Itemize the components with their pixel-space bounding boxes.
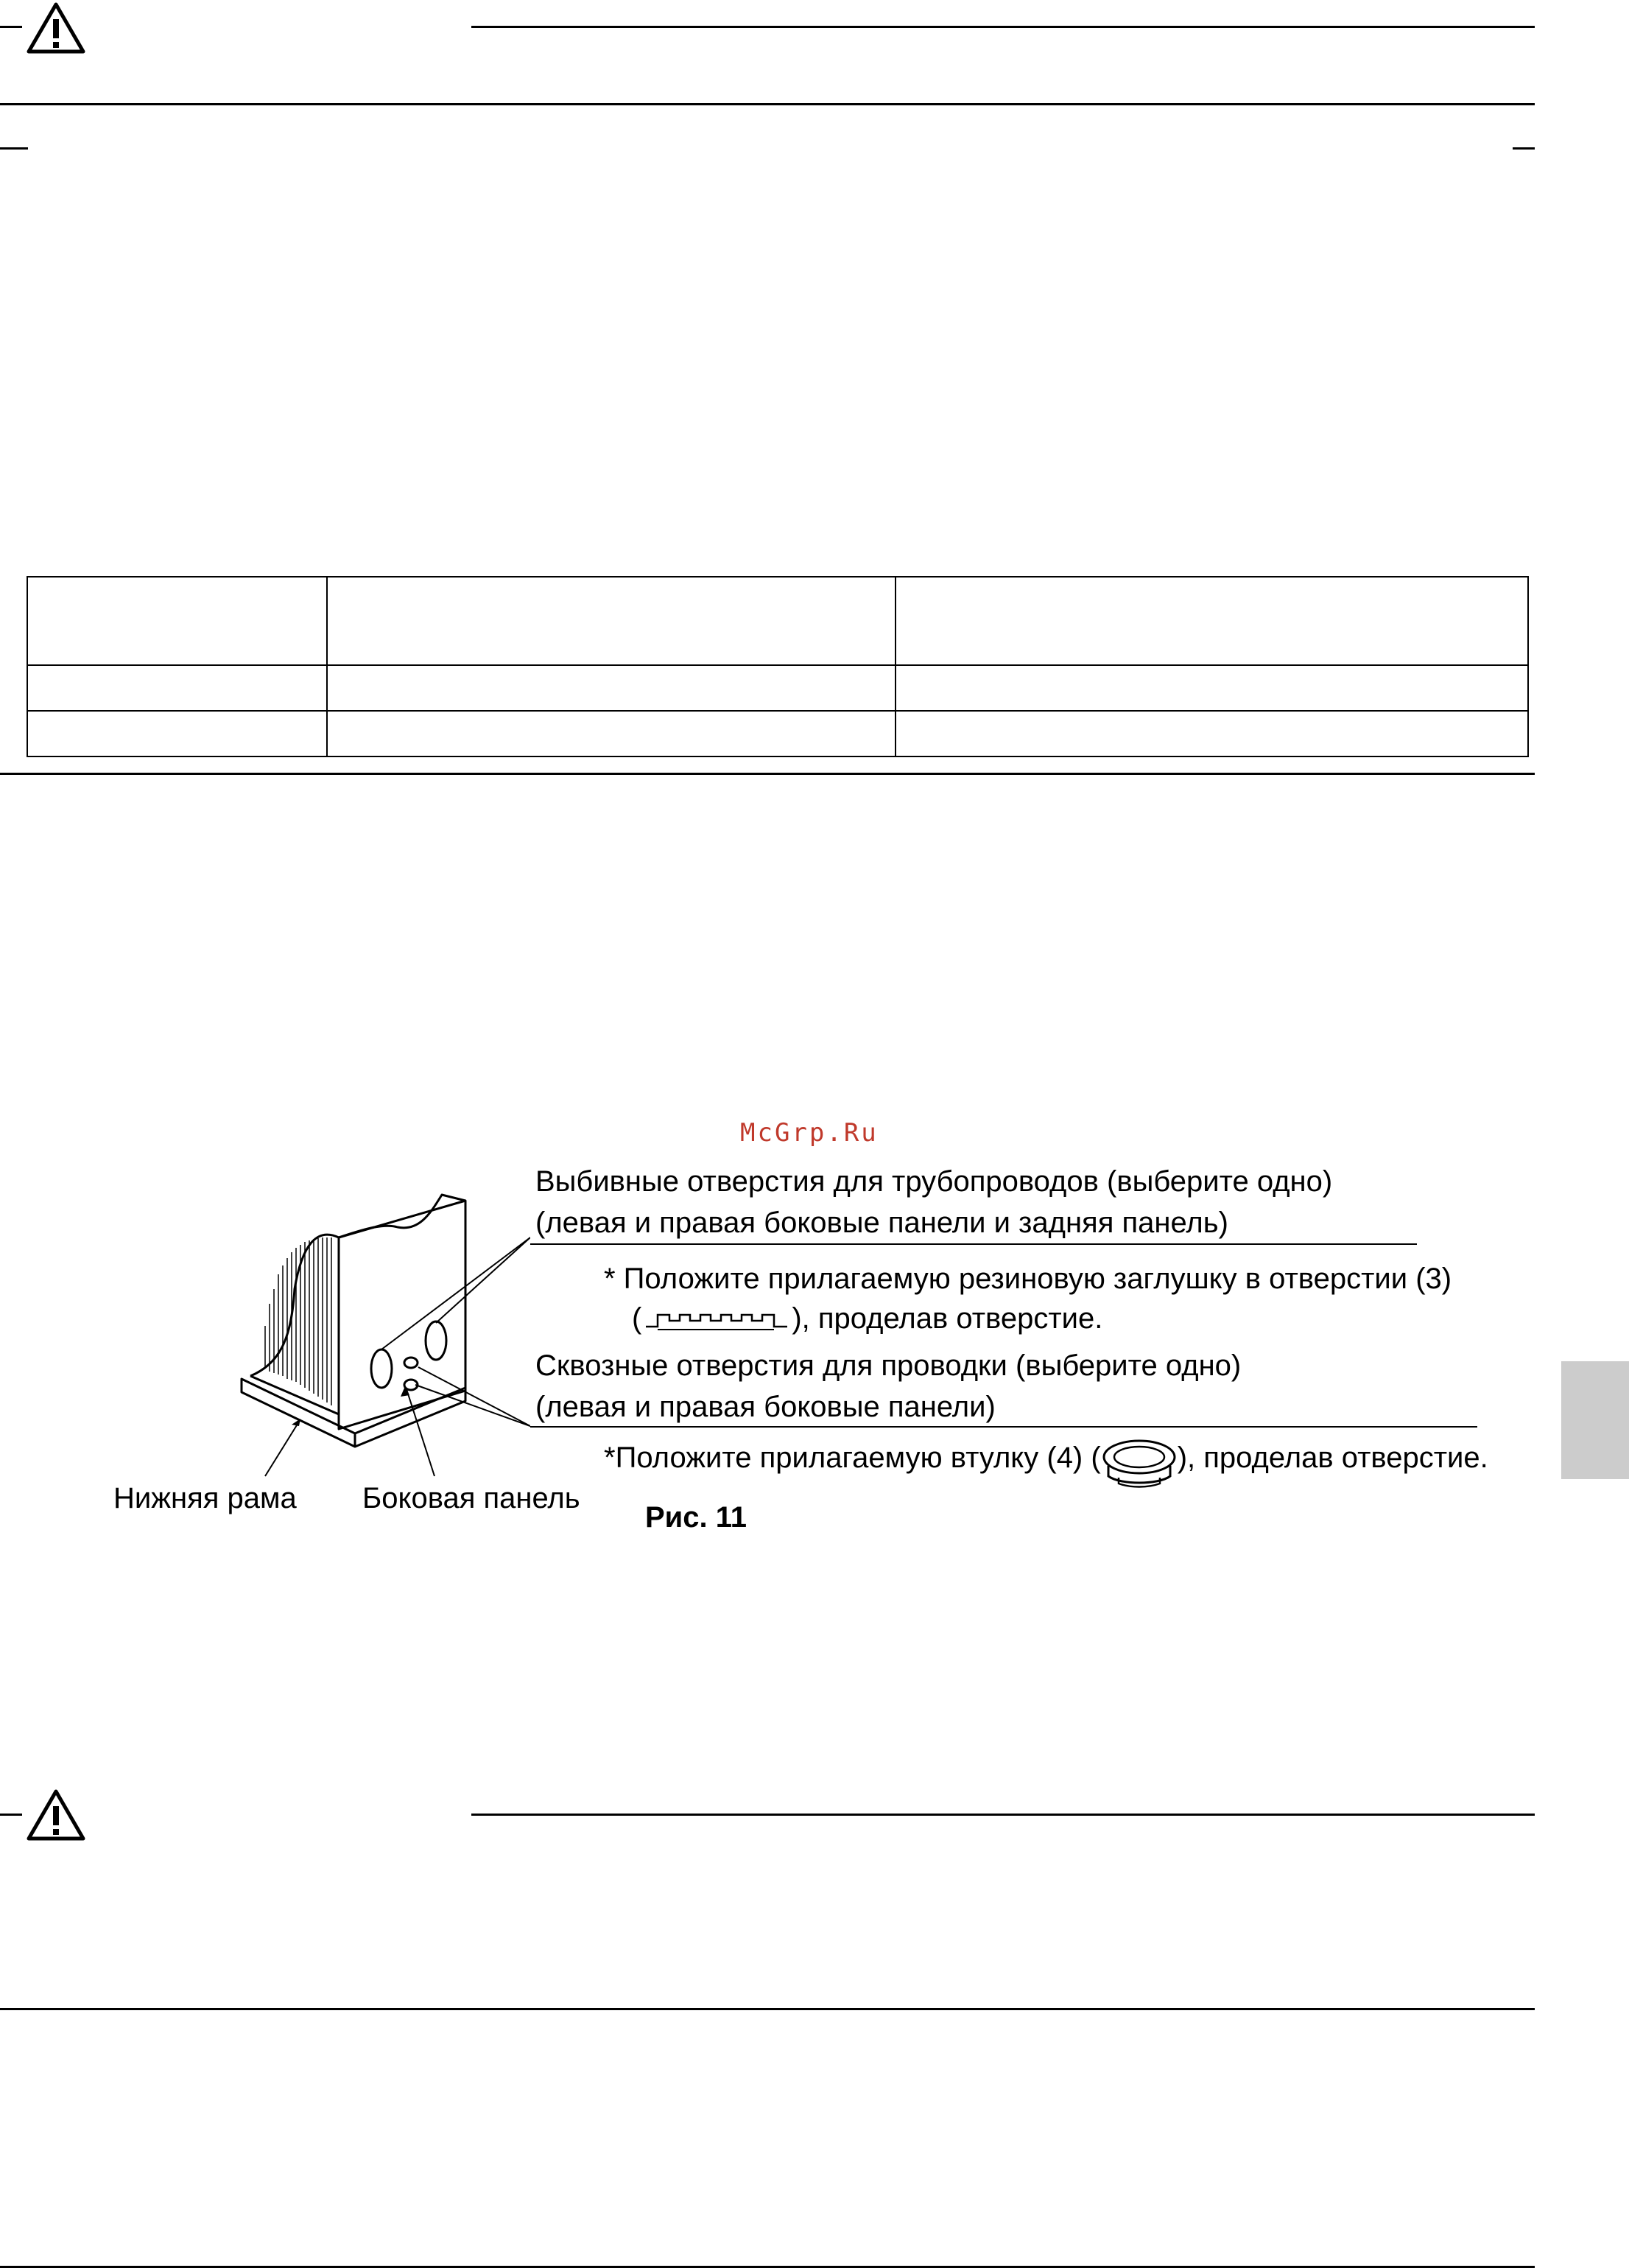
table-cell (27, 711, 327, 756)
bottom-frame (242, 1379, 465, 1447)
wiring-hole (404, 1358, 418, 1368)
warning-triangle-icon (26, 1788, 86, 1842)
callout-rule-wiring (530, 1426, 1477, 1428)
warning2-header-rule (471, 1814, 1535, 1816)
note-rubber-open: ( (632, 1302, 642, 1335)
outdoor-unit-illustration (221, 1179, 530, 1488)
rubber-plug-icon (644, 1303, 789, 1333)
chapter-side-tab (1561, 1361, 1629, 1479)
table-cell (896, 711, 1528, 756)
label-bottom-frame: Нижняя рама (113, 1482, 297, 1514)
table-row (27, 711, 1528, 756)
callout-wiring-line1: Сквозные отверстия для проводки (выберите одно) (535, 1349, 1242, 1382)
note-bushing-prefix: *Положите прилагаемую втулку (4) ( (604, 1442, 1101, 1474)
warning-left-tick (0, 26, 22, 28)
pipe-knockout-hole (371, 1349, 392, 1388)
table-cell (327, 577, 896, 665)
table-cell (327, 711, 896, 756)
warning2-left-tick (0, 1814, 22, 1816)
warning-header-rule (471, 26, 1535, 28)
note-rubber-plug-line2 (632, 1301, 1102, 1336)
callout-knockout-line1: Выбивные отверстия для трубопроводов (выберите одно) (535, 1165, 1333, 1198)
figure-caption: Рис. 11 (645, 1501, 747, 1534)
warning-bottom-rule (0, 103, 1535, 105)
table-cell (896, 577, 1528, 665)
table-bottom-rule (0, 773, 1535, 775)
note-rubber-plug-line1: * Положите прилагаемую резиновую заглушку в отверстии (3) (604, 1263, 1452, 1295)
pipe-knockout-hole (426, 1321, 446, 1360)
callout-wiring-line2: (левая и правая боковые панели) (535, 1391, 996, 1423)
warning-triangle-icon (26, 1, 86, 55)
section-left-tick (0, 147, 28, 150)
watermark: McGrp.Ru (740, 1118, 879, 1148)
table-cell (27, 665, 327, 711)
note-rubber-close: ), проделав отверстие. (792, 1302, 1103, 1335)
table-cell (327, 665, 896, 711)
spec-table (27, 576, 1529, 757)
bushing-icon (1101, 1436, 1178, 1488)
warning2-bottom-rule (0, 2008, 1535, 2010)
table-cell (896, 665, 1528, 711)
label-side-panel: Боковая панель (362, 1482, 580, 1514)
callout-knockout-line2: (левая и правая боковые панели и задняя панель) (535, 1207, 1228, 1239)
callout-rule-knockout (530, 1243, 1417, 1245)
note-bushing (604, 1436, 1488, 1488)
table-row (27, 665, 1528, 711)
table-cell (27, 577, 327, 665)
table-header-row (27, 577, 1528, 665)
note-bushing-suffix: ), проделав отверстие. (1177, 1442, 1488, 1474)
section-right-tick (1513, 147, 1535, 150)
